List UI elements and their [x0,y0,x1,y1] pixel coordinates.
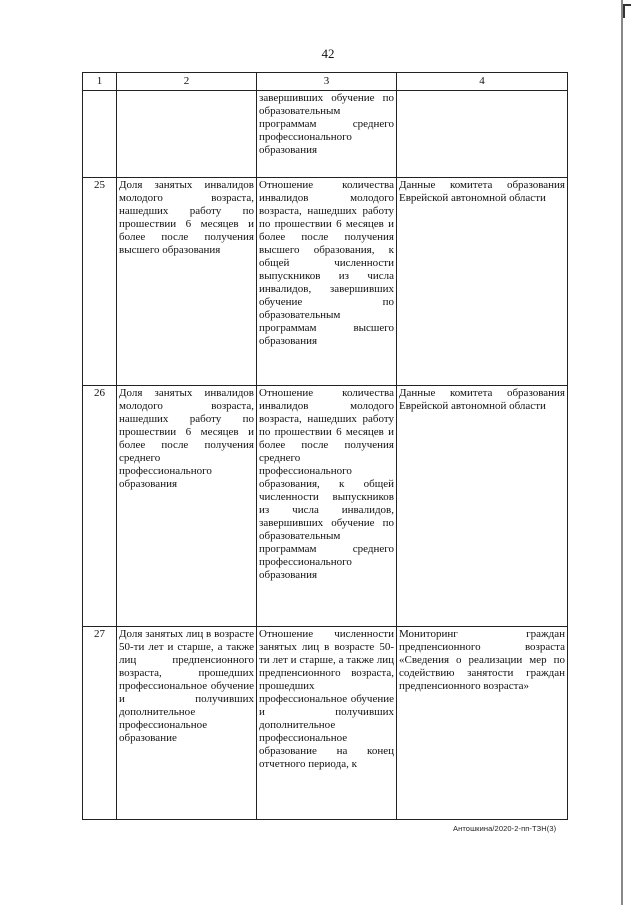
source-cell [397,91,568,178]
source-cell: Мониторинг граждан предпенсионного возраста «Сведения о реализации мер по содействию занятости граждан предпенсионного возраста» [397,627,568,820]
method-cell: Отношение количества инвалидов молодого возраста, нашедших работу по прошествии 6 месяцев и более после получения среднего профессионального образования, к общей численности выпускников из числа инвалидов, завершивших обучение по образовательным программам среднего профессионального образования [257,386,397,627]
indicator-cell [117,91,257,178]
table-header-row [83,73,568,91]
method-cell: Отношение количества инвалидов молодого возраста, нашедших работу по прошествии 6 месяцев и более после получения высшего образования, к общей численности выпускников из числа инвалидов, завершивших обучение по образовательным программам высшего образования [257,178,397,386]
indicator-cell: Доля занятых инвалидов молодого возраста, нашедших работу по прошествии 6 месяцев и более после получения высшего образования [117,178,257,386]
table-row [83,386,568,627]
column-header: 1 [83,73,117,91]
scan-corner-mark [623,4,631,18]
indicator-cell: Доля занятых инвалидов молодого возраста, нашедших работу по прошествии 6 месяцев и более после получения среднего профессионального образования [117,386,257,627]
row-number: 25 [83,178,117,386]
row-number [83,91,117,178]
row-number: 26 [83,386,117,627]
indicator-cell: Доля занятых лиц в возрасте 50-ти лет и старше, а также лиц предпенсионного возраста, прошедших профессиональное обучение и получивших дополнительное профессиональное образование [117,627,257,820]
table-row [83,91,568,178]
indicators-table [82,72,568,820]
table-row [83,178,568,386]
scan-edge-line [621,0,623,905]
table-row [83,627,568,820]
column-header: 4 [397,73,568,91]
source-cell: Данные комитета образования Еврейской автономной области [397,178,568,386]
source-cell: Данные комитета образования Еврейской автономной области [397,386,568,627]
document-footer-code: Антошкина/2020-2-пп-ТЗН(3) [453,824,557,833]
page-number: 42 [321,46,335,61]
method-cell: завершивших обучение по образовательным программам среднего профессионального образования [257,91,397,178]
column-header: 2 [117,73,257,91]
row-number: 27 [83,627,117,820]
method-cell: Отношение численности занятых лиц в возрасте 50-ти лет и старше, а также лиц предпенсионного возраста, прошедших профессиональное обучение и получивших дополнительное профессиональное образование на конец отчетного периода, к [257,627,397,820]
column-header: 3 [257,73,397,91]
